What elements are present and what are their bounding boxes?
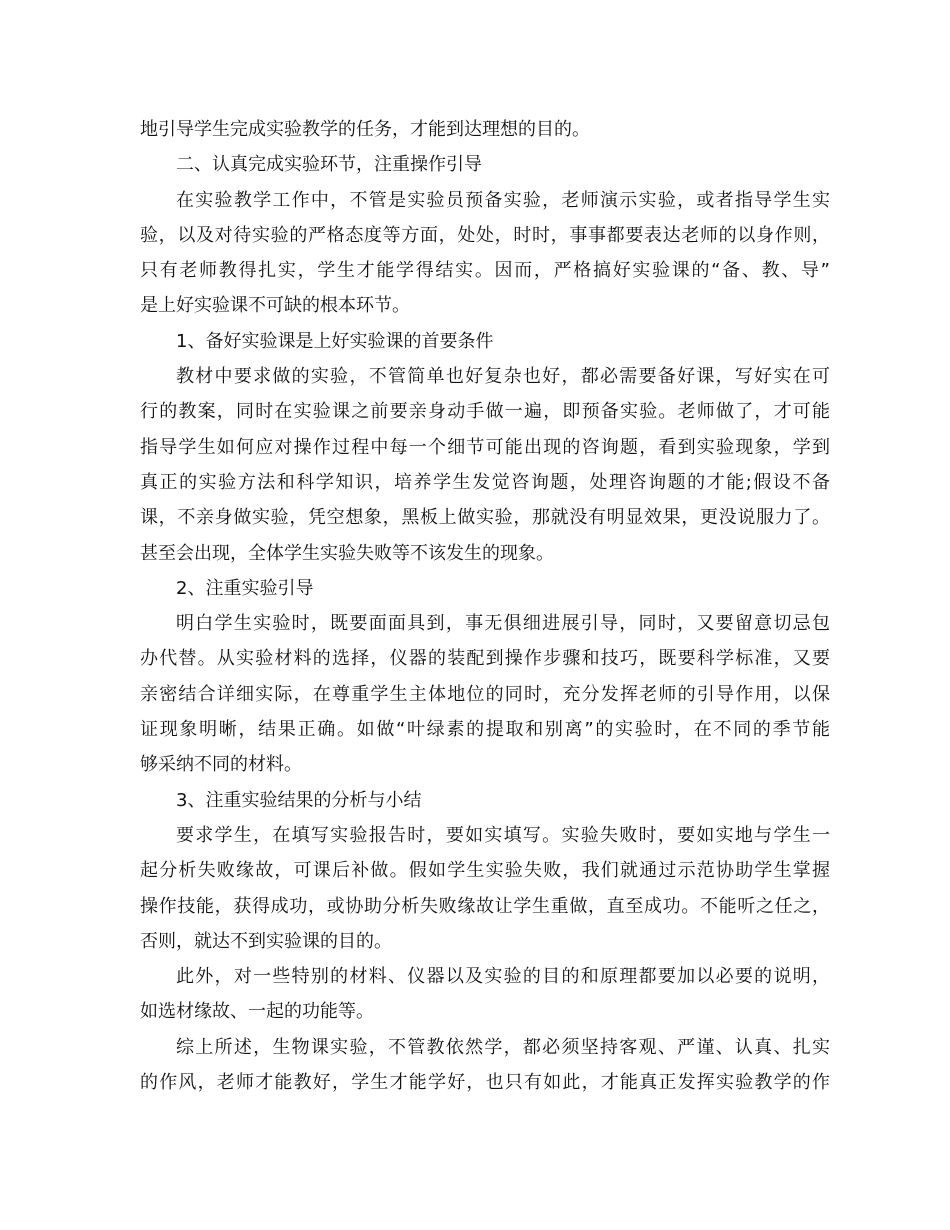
section-heading: 二、认真完成实验环节，注重操作引导 bbox=[176, 154, 482, 176]
paragraph-line: 明白学生实验时，既要面面具到，事无俱细进展引导，同时，又要留意切忌包 bbox=[176, 613, 830, 635]
paragraph-line: 够采纳不同的材料。 bbox=[140, 754, 302, 776]
subsection-heading: 1、备好实验课是上好实验课的首要条件 bbox=[176, 330, 494, 352]
paragraph-line: 教材中要求做的实验，不管简单也好复杂也好，都必需要备好课，写好实在可 bbox=[176, 366, 830, 388]
paragraph-line: 甚至会出现，全体学生实验失败等不该发生的现象。 bbox=[140, 542, 554, 564]
paragraph-line: 行的教案，同时在实验课之前要亲身动手做一遍，即预备实验。老师做了，才可能 bbox=[140, 401, 830, 423]
paragraph-line: 综上所述，生物课实验，不管教依然学，都必须坚持客观、严谨、认真、扎实 bbox=[176, 1036, 830, 1058]
paragraph-line: 的作风，老师才能教好，学生才能学好，也只有如此，才能真正发挥实验教学的作 bbox=[140, 1072, 830, 1094]
subsection-heading: 2、注重实验引导 bbox=[176, 577, 314, 599]
paragraph-line: 否则，就达不到实验课的目的。 bbox=[140, 930, 392, 952]
paragraph-line: 办代替。从实验材料的选择，仪器的装配到操作步骤和技巧，既要科学标准，又要 bbox=[140, 648, 830, 670]
document-body bbox=[140, 112, 830, 1100]
paragraph-line: 在实验教学工作中，不管是实验员预备实验，老师演示实验，或者指导学生实 bbox=[176, 189, 830, 211]
paragraph-line: 证现象明晰，结果正确。如做“叶绿素的提取和别离”的实验时，在不同的季节能 bbox=[140, 719, 830, 741]
subsection-heading: 3、注重实验结果的分析与小结 bbox=[176, 789, 422, 811]
paragraph-line: 要求学生，在填写实验报告时，要如实填写。实验失败时，要如实地与学生一 bbox=[176, 824, 830, 846]
paragraph-line: 亲密结合详细实际，在尊重学生主体地位的同时，充分发挥老师的引导作用，以保 bbox=[140, 683, 830, 705]
paragraph-line: 课，不亲身做实验，凭空想象，黑板上做实验，那就没有明显效果，更没说服力了。 bbox=[140, 507, 830, 529]
paragraph-line: 是上好实验课不可缺的根本环节。 bbox=[140, 295, 410, 317]
paragraph-line: 验，以及对待实验的严格态度等方面，处处，时时，事事都要表达老师的以身作则， bbox=[140, 224, 830, 246]
paragraph-line: 真正的实验方法和科学知识，培养学生发觉咨询题，处理咨询题的才能;假设不备 bbox=[140, 471, 830, 493]
paragraph-line: 操作技能，获得成功，或协助分析失败缘故让学生重做，直至成功。不能听之任之， bbox=[140, 895, 830, 917]
paragraph-line: 地引导学生完成实验教学的任务，才能到达理想的目的。 bbox=[140, 119, 590, 140]
paragraph-line: 只有老师教得扎实，学生才能学得结实。因而，严格搞好实验课的“备、教、导” bbox=[140, 260, 830, 282]
paragraph-line: 如选材缘故、一起的功能等。 bbox=[140, 1001, 374, 1023]
paragraph-line: 此外，对一些特别的材料、仪器以及实验的目的和原理都要加以必要的说明， bbox=[176, 966, 830, 988]
paragraph-line: 起分析失败缘故，可课后补做。假如学生实验失败，我们就通过示范协助学生掌握 bbox=[140, 860, 830, 882]
paragraph-line: 指导学生如何应对操作过程中每一个细节可能出现的咨询题，看到实验现象，学到 bbox=[140, 436, 830, 458]
